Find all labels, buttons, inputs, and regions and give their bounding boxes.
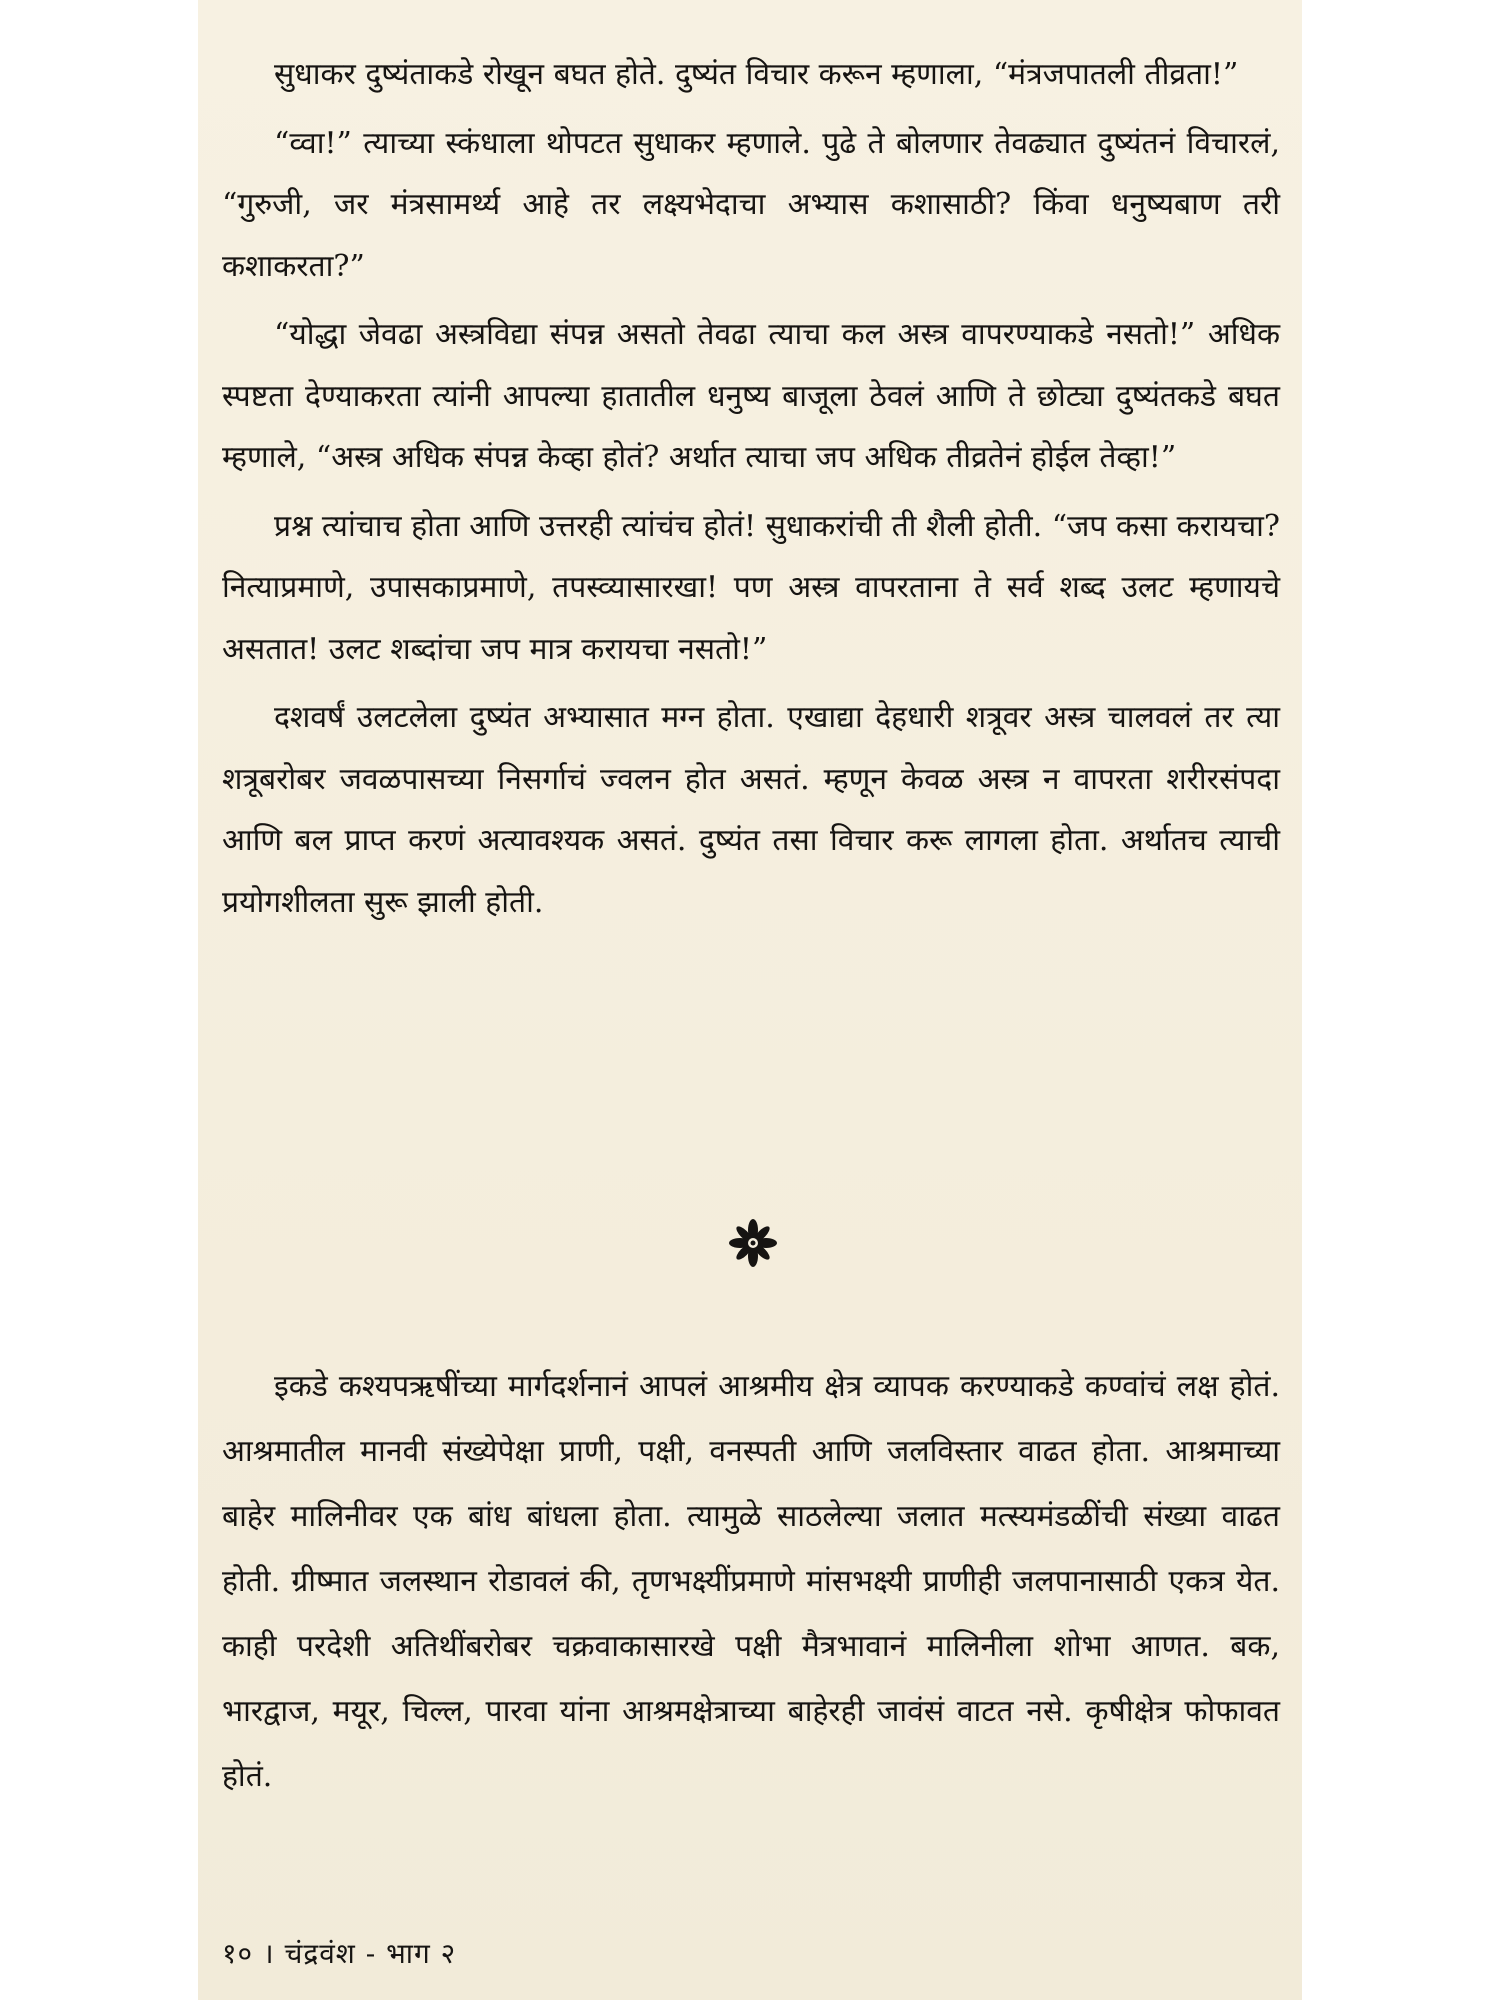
- paragraph-1: [222, 44, 1280, 106]
- book-title: चंद्रवंश - भाग २: [284, 1937, 457, 1970]
- text-block-top: [222, 44, 1280, 940]
- book-page: [198, 0, 1302, 2000]
- paragraph-6-text: इकडे कश्यपऋषींच्या मार्गदर्शनानं आपलं आश्रमीय क्षेत्र व्यापक करण्याकडे कण्वांचं लक्ष होतं. आश्रमातील मानवी संख्येपेक्षा प्राणी, पक्षी, वनस्पती आणि जलविस्तार वाढत होता. आश्रमाच्या बाहेर मालिनीवर एक बांध बांधला होता. त्यामुळे साठलेल्या जलात मत्स्यमंडळींची संख्या वाढत होती. ग्रीष्मात जलस्थान रोडावलं की, तृणभक्ष्यींप्रमाणे मांसभक्ष्यी प्राणीही जलपानासाठी एकत्र येत. काही परदेशी अतिथींबरोबर चक्रवाकासारखे पक्षी मैत्रभावानं मालिनीला शोभा आणत. बक, भारद्वाज, मयूर, चिल्ल, पारवा यांना आश्रमक्षेत्राच्या बाहेरही जावंसं वाटत नसे. कृषीक्षेत्र फोफावत होतं.: [222, 1369, 1280, 1794]
- paragraph-4: [222, 496, 1280, 681]
- paragraph-5: [222, 687, 1280, 933]
- paragraph-4-text: प्रश्न त्यांचाच होता आणि उत्तरही त्यांचंच होतं! सुधाकरांची ती शैली होती. “जप कसा करायचा? नित्याप्रमाणे, उपासकाप्रमाणे, तपस्व्यासारखा! पण अस्त्र वापरताना ते सर्व शब्द उलट म्हणायचे असतात! उलट शब्दांचा जप मात्र करायचा नसतो!”: [222, 508, 1280, 667]
- paragraph-1-text: सुधाकर दुष्यंताकडे रोखून बघत होते. दुष्यंत विचार करून म्हणाला, “मंत्रजपातली तीव्रता!”: [274, 57, 1239, 92]
- paragraph-3: [222, 304, 1280, 489]
- flower-ornament-icon: [728, 1218, 778, 1268]
- paragraph-2: [222, 113, 1280, 298]
- page-number: १०: [222, 1937, 254, 1970]
- paragraph-3-text: “योद्धा जेवढा अस्त्रविद्या संपन्न असतो तेवढा त्याचा कल अस्त्र वापरण्याकडे नसतो!” अधिक स्पष्टता देण्याकरता त्यांनी आपल्या हातातील धनुष्य बाजूला ठेवलं आणि ते छोट्या दुष्यंतकडे बघत म्हणाले, “अस्त्र अधिक संपन्न केव्हा होतं? अर्थात त्याचा जप अधिक तीव्रतेनं होईल तेव्हा!”: [222, 317, 1280, 475]
- footer-separator: ।: [263, 1937, 275, 1970]
- paragraph-5-text: दशवर्षं उलटलेला दुष्यंत अभ्यासात मग्न होता. एखाद्या देहधारी शत्रूवर अस्त्र चालवलं तर त्या शत्रूबरोबर जवळपासच्या निसर्गाचं ज्वलन होत असतं. म्हणून केवळ अस्त्र न वापरता शरीरसंपदा आणि बल प्राप्त करणं अत्यावश्यक असतं. दुष्यंत तसा विचार करू लागला होता. अर्थातच त्याची प्रयोगशीलता सुरू झाली होती.: [222, 700, 1280, 920]
- text-block-bottom: [222, 1354, 1280, 1809]
- page-footer: [222, 1934, 456, 1972]
- paragraph-6: [222, 1354, 1280, 1809]
- paragraph-2-text: “व्वा!” त्याच्या स्कंधाला थोपटत सुधाकर म्हणाले. पुढे ते बोलणार तेवढ्यात दुष्यंतनं विचारलं, “गुरुजी, जर मंत्रसामर्थ्य आहे तर लक्ष्यभेदाचा अभ्यास कशासाठी? किंवा धनुष्यबाण तरी कशाकरता?”: [222, 125, 1280, 284]
